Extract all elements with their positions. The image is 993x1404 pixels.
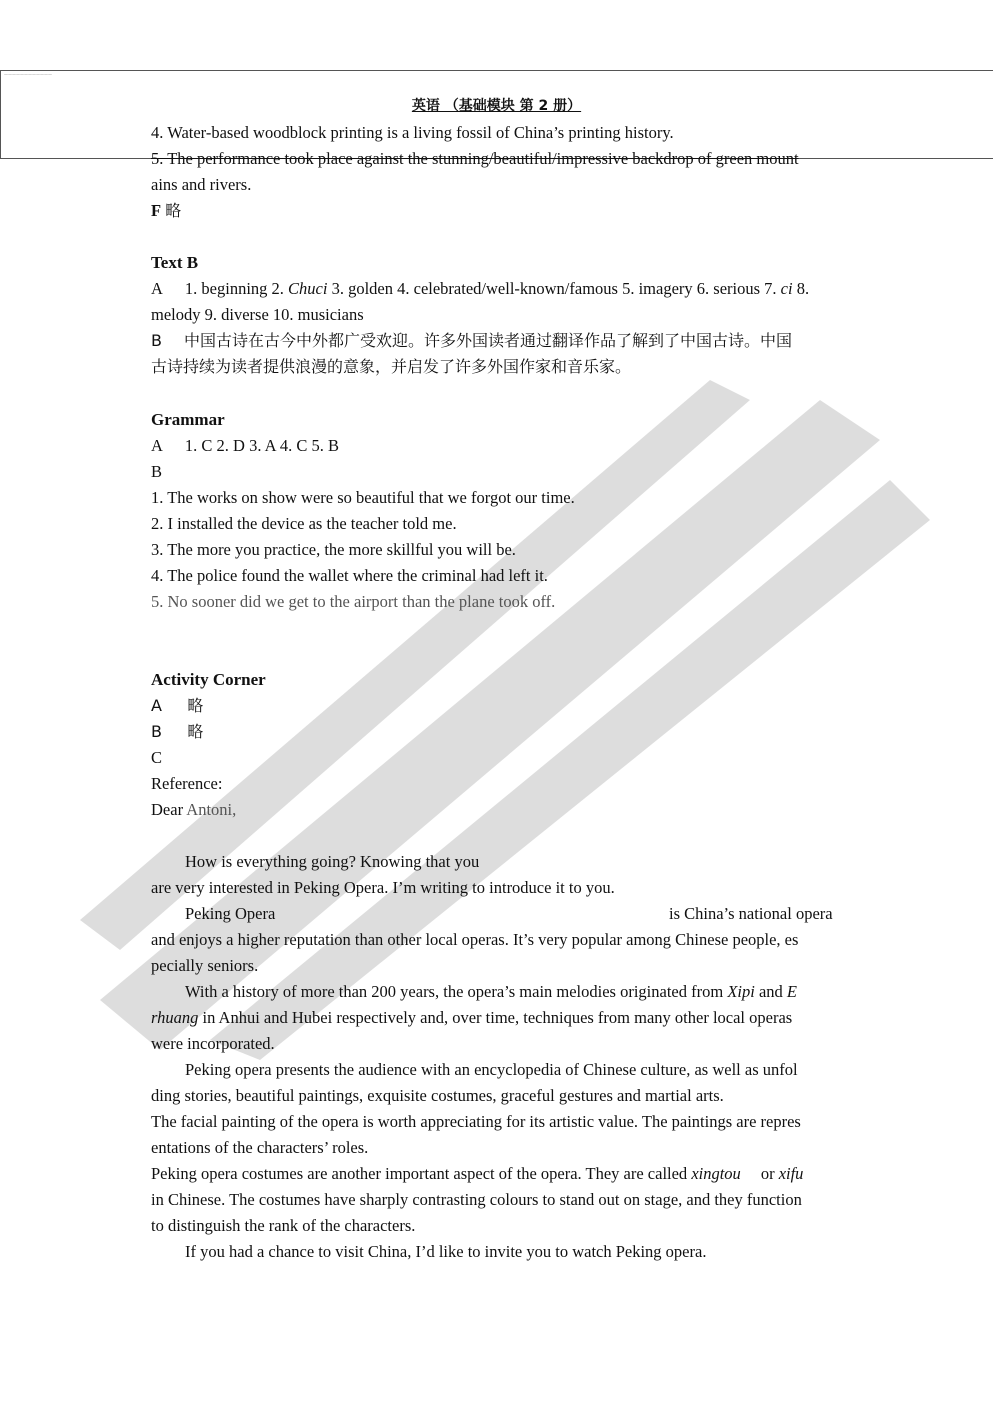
f-answer <box>151 200 181 222</box>
letter-p2a-right: is China’s national opera <box>669 904 833 923</box>
answer-line-5a: 5. The performance took place against the stunning/beautiful/impressive backdrop of green mount <box>151 149 799 168</box>
text-b-a-line1 <box>151 278 809 300</box>
letter-p3a <box>185 981 797 1003</box>
letter-p6c: to distinguish the rank of the characters. <box>151 1216 416 1235</box>
f-label: F <box>151 201 162 220</box>
activity-heading: Activity Corner <box>151 670 266 689</box>
letter-p7: If you had a chance to visit China, I’d like to invite you to watch Peking opera. <box>185 1242 707 1261</box>
letter-p2b: and enjoys a higher reputation than other local operas. It’s very popular among Chinese people, es <box>151 930 799 949</box>
grammar-a <box>151 435 339 457</box>
letter-p4a: Peking opera presents the audience with an encyclopedia of Chinese culture, as well as unfol <box>185 1060 798 1079</box>
p6a-xingtou: xingtou <box>691 1164 741 1183</box>
grammar-item: 4. The police found the wallet where the criminal had left it. <box>151 566 548 585</box>
activity-b: B 略 <box>151 722 204 741</box>
letter-p3b <box>151 1007 792 1029</box>
text-b-a-part1: 1. beginning 2. <box>184 279 289 298</box>
letter-p6a <box>151 1163 803 1185</box>
grammar-a-answers: 1. C 2. D 3. A 4. C 5. B <box>184 436 339 455</box>
text-b-a-part2: 3. golden 4. celebrated/well-known/famous 5. imagery 6. serious 7. <box>327 279 781 298</box>
p3b-rest: in Anhui and Hubei respectively and, over time, techniques from many other local operas <box>198 1008 793 1027</box>
running-head-text: 英语 （基础模块 第 2 册） <box>411 98 582 114</box>
p3a-xipi: Xipi <box>727 982 755 1001</box>
p3a-text1: With a history of more than 200 years, the opera’s main melodies originated from <box>185 982 728 1001</box>
text-b-b-line2: 古诗持续为读者提供浪漫的意象，并启发了许多外国作家和音乐家。 <box>151 357 632 376</box>
text-b-a-line2: melody 9. diverse 10. musicians <box>151 305 364 324</box>
letter-p1b: are very interested in Peking Opera. I’m writing to introduce it to you. <box>151 878 615 897</box>
letter-p5b: entations of the characters’ roles. <box>151 1138 369 1157</box>
text-b-chuci: Chuci <box>288 279 328 298</box>
p3a-and: and <box>754 982 787 1001</box>
answer-line-4: 4. Water-based woodblock printing is a living fossil of China’s printing history. <box>151 123 674 142</box>
text-b-ci: ci <box>780 279 793 298</box>
grammar-b-label: B <box>151 462 163 481</box>
text-b-b-label: B <box>151 331 162 350</box>
p3a-e: E <box>786 982 797 1001</box>
f-value: 略 <box>165 201 182 220</box>
grammar-item: 3. The more you practice, the more skillful you will be. <box>151 540 516 559</box>
header-tiny-text: ———————————— <box>4 72 52 77</box>
letter-salutation <box>151 799 236 821</box>
letter-p1a: How is everything going? Knowing that you <box>185 852 480 871</box>
activity-a: A 略 <box>151 696 204 715</box>
dear-word: Dear <box>151 800 187 819</box>
text-b-b-line1 <box>151 330 792 352</box>
text-b-a-label: A <box>151 279 163 298</box>
grammar-heading: Grammar <box>151 410 225 429</box>
reference-label: Reference: <box>151 774 223 793</box>
activity-c: C <box>151 748 163 767</box>
p6a-text: Peking opera costumes are another important aspect of the opera. They are called <box>151 1164 692 1183</box>
text-b-b-text1: 中国古诗在古今中外都广受欢迎。许多外国读者通过翻译作品了解到了中国古诗。中国 <box>183 331 792 350</box>
grammar-item: 2. I installed the device as the teacher told me. <box>151 514 457 533</box>
letter-p2c: pecially seniors. <box>151 956 259 975</box>
letter-p2a-left: Peking Opera <box>185 904 276 923</box>
grammar-a-label: A <box>151 436 163 455</box>
grammar-item: 1. The works on show were so beautiful that we forgot our time. <box>151 488 575 507</box>
p6a-or: or <box>760 1164 779 1183</box>
text-b-heading: Text B <box>151 253 199 272</box>
grammar-item: 5. No sooner did we get to the airport than the plane took off. <box>151 592 556 611</box>
letter-p4b: ding stories, beautiful paintings, exquisite costumes, graceful gestures and martial arts. <box>151 1086 724 1105</box>
letter-p6b: in Chinese. The costumes have sharply contrasting colours to stand out on stage, and they function <box>151 1190 802 1209</box>
running-head <box>0 95 993 115</box>
p3b-rhuang: rhuang <box>151 1008 199 1027</box>
p6a-xifu: xifu <box>778 1164 804 1183</box>
letter-p5a: The facial painting of the opera is worth appreciating for its artistic value. The paintings are repres <box>151 1112 801 1131</box>
text-b-a-part3: 8. <box>792 279 810 298</box>
letter-p3c: were incorporated. <box>151 1034 275 1053</box>
answer-line-5b: ains and rivers. <box>151 175 252 194</box>
dear-name: Antoni, <box>186 800 237 819</box>
